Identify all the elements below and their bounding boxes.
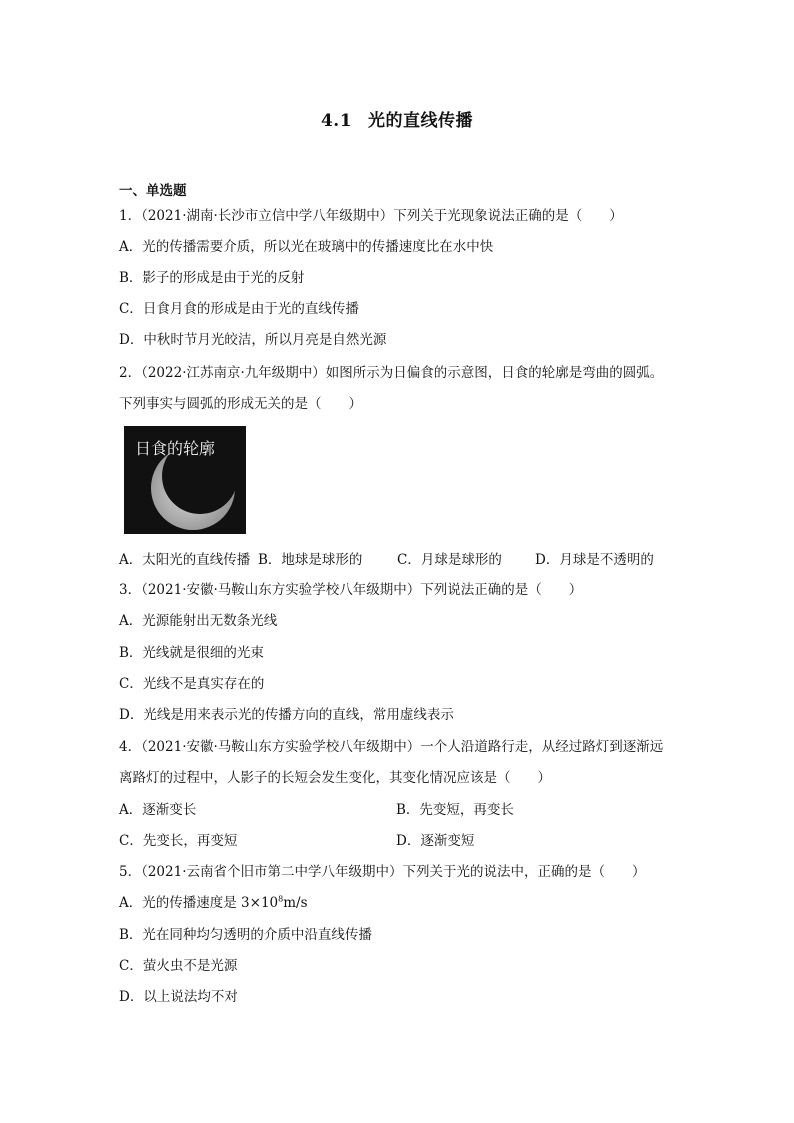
q5-option-c: C．萤火虫不是光源 (119, 958, 238, 974)
q1-stem: 1．（2021·湖南·长沙市立信中学八年级期中）下列关于光现象说法正确的是（ ） (119, 208, 623, 224)
q2-stem-line1: 2．（2022·江苏南京·九年级期中）如图所示为日偏食的示意图，日食的轮廓是弯曲的圆弧。 (119, 365, 664, 381)
q3-option-a: A．光源能射出无数条光线 (119, 613, 278, 629)
q3-option-c: C．光线不是真实存在的 (119, 676, 265, 692)
q4-stem-line2: 离路灯的过程中，人影子的长短会发生变化，其变化情况应该是（ ） (119, 770, 551, 786)
figure-label: 日食的轮廓 (135, 439, 216, 458)
q4-option-a: A．逐渐变长 (119, 802, 197, 818)
q3-option-b: B．光线就是很细的光束 (119, 645, 264, 661)
q1-option-c: C．日食月食的形成是由于光的直线传播 (119, 301, 359, 317)
q1-option-b: B．影子的形成是由于光的反射 (119, 270, 305, 286)
q5-option-d: D．以上说法均不对 (119, 989, 238, 1005)
section-heading: 一、单选题 (119, 183, 187, 199)
q5-option-a-text: A．光的传播速度是 3×10 (119, 895, 279, 911)
q5-option-a-unit: m/s (283, 895, 308, 911)
q2-option-c: C．月球是球形的 (397, 552, 502, 568)
q5-option-a-exponent: 8 (278, 894, 284, 904)
q5-option-b: B．光在同种均匀透明的介质中沿直线传播 (119, 927, 372, 943)
q1-option-d: D．中秋时节月光皎洁，所以月亮是自然光源 (119, 332, 387, 348)
title-text: 光的直线传播 (368, 111, 474, 131)
q4-option-b: B．先变短，再变长 (396, 802, 514, 818)
q2-stem-line2: 下列事实与圆弧的形成无关的是（ ） (119, 396, 362, 412)
q3-option-d: D．光线是用来表示光的传播方向的直线，常用虚线表示 (119, 707, 454, 723)
q4-option-d: D．逐渐变短 (396, 833, 475, 849)
q2-option-b: B．地球是球形的 (258, 552, 363, 568)
q2-option-d: D．月球是不透明的 (535, 552, 654, 568)
q2-option-a: A．太阳光的直线传播 (119, 552, 251, 568)
q5-stem: 5．（2021·云南省个旧市第二中学八年级期中）下列关于光的说法中，正确的是（ ） (119, 864, 646, 880)
q4-option-c: C．先变长，再变短 (119, 833, 238, 849)
page-title (0, 106, 794, 131)
q4-stem-line1: 4．（2021·安徽·马鞍山东方实验学校八年级期中）一个人沿道路行走，从经过路灯到逐渐远 (119, 739, 664, 755)
q1-option-a: A．光的传播需要介质，所以光在玻璃中的传播速度比在水中快 (119, 239, 494, 255)
q3-stem: 3．（2021·安徽·马鞍山东方实验学校八年级期中）下列说法正确的是（ ） (119, 582, 583, 598)
eclipse-figure (124, 426, 246, 534)
title-number: 4.1 (320, 111, 353, 131)
q5-option-a (119, 894, 308, 912)
